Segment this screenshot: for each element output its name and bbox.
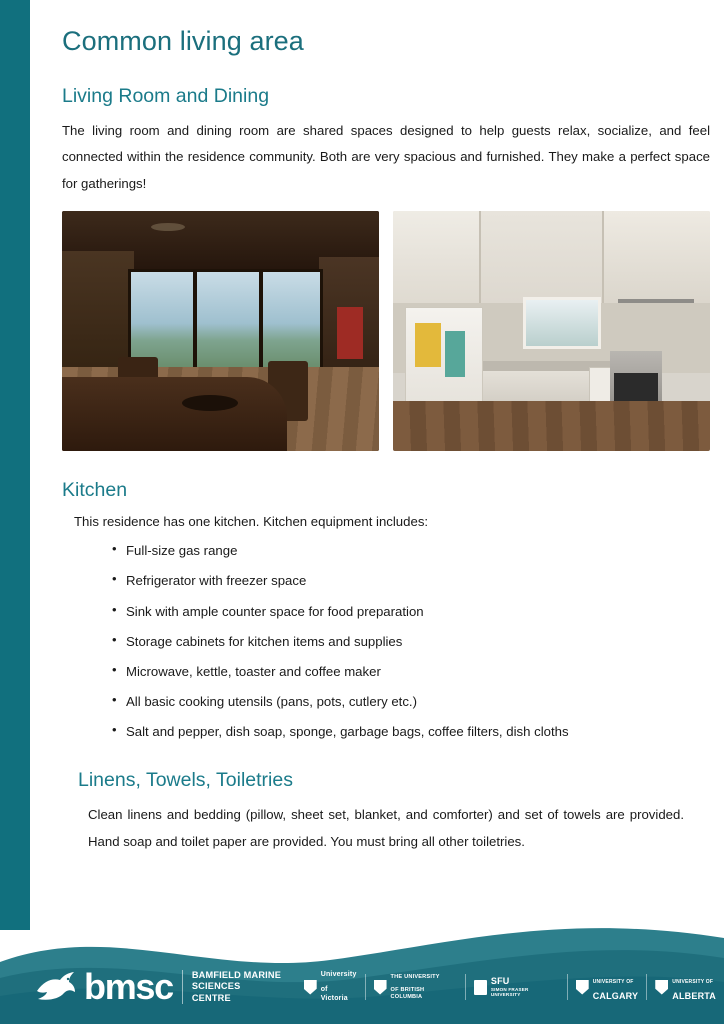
photo-dining-table [62,377,287,451]
ualberta-crest-icon [655,980,668,995]
photo-kitchen-window [523,297,601,349]
photo-kitchen-floor [393,401,710,451]
photo-fridge-towel [445,331,465,377]
uvic-crest-icon [304,980,317,995]
list-item: • Salt and pepper, dish soap, sponge, garbage bags, coffee filters, dish cloths [112,722,716,741]
bmsc-full-name-line1: BAMFIELD MARINE [191,969,282,980]
partner-ucalgary [567,974,647,1000]
sfu-crest-icon [474,980,487,995]
bmsc-wordmark: bmsc [84,966,173,1007]
page-content [62,0,724,855]
bmsc-full-name-line2: SCIENCES CENTRE [191,981,241,1003]
page-title: Common living area [62,26,304,56]
kitchen-intro-text: This residence has one kitchen. Kitchen equipment includes: [74,514,429,530]
section-heading-kitchen: Kitchen [62,479,128,502]
ubc-line1: THE UNIVERSITY [390,973,440,980]
section-heading-living-room: Living Room and Dining [62,85,270,107]
bmsc-full-name [182,970,282,1005]
dining-room-photo [62,211,379,451]
partner-ualberta [646,974,724,1000]
ubc-crest-icon [374,980,387,995]
partner-uvic [296,971,365,1002]
living-room-paragraph: The living room and dining room are shared spaces designed to help guests relax, socialize, and feel connected within the residence community. Both are very spacious and furnished. They make a perfect space for gatherings! [62,123,710,191]
photo-gallery [62,211,716,451]
ucalgary-line2: CALGARY [592,991,639,1002]
ualberta-line1: UNIVERSITY OF [672,978,714,985]
kitchen-equipment-list [62,541,716,741]
list-item: • Sink with ample counter space for food preparation [112,602,716,621]
page-footer [0,904,724,1024]
partner-sfu [465,974,567,1000]
footer-logo-row [0,950,724,1024]
bird-logo-icon [34,969,78,1005]
kitchen-photo [393,211,710,451]
photo-fridge-paper-yellow [415,323,441,367]
list-item: • Storage cabinets for kitchen items and supplies [112,632,716,651]
uvic-line2: of Victoria [320,986,348,1002]
sfu-line1: SFU [490,976,510,987]
photo-upper-cabinet-right [602,211,710,307]
ucalgary-line1: UNIVERSITY OF [592,978,634,985]
list-item: • Microwave, kettle, toaster and coffee maker [112,662,716,681]
section-heading-linens: Linens, Towels, Toiletries [78,769,293,792]
left-accent-bar [0,0,30,930]
ubc-line2: OF BRITISH COLUMBIA [390,987,425,1000]
photo-red-object [337,307,363,359]
list-item: • Full-size gas range [112,541,716,560]
ualberta-line2: ALBERTA [672,991,716,1002]
partner-ubc [365,974,465,1000]
sfu-line2: SIMON FRASER UNIVERSITY [490,986,529,998]
uvic-line1: University [320,971,357,979]
linens-paragraph: Clean linens and bedding (pillow, sheet set, blanket, and comforter) and set of towels are provided. Hand soap and toilet paper are provided. You must bring all other toiletries. [88,807,684,849]
ucalgary-crest-icon [576,980,589,995]
partner-universities [296,971,724,1002]
list-item: • Refrigerator with freezer space [112,571,716,590]
list-item: • All basic cooking utensils (pans, pots, cutlery etc.) [112,692,716,711]
